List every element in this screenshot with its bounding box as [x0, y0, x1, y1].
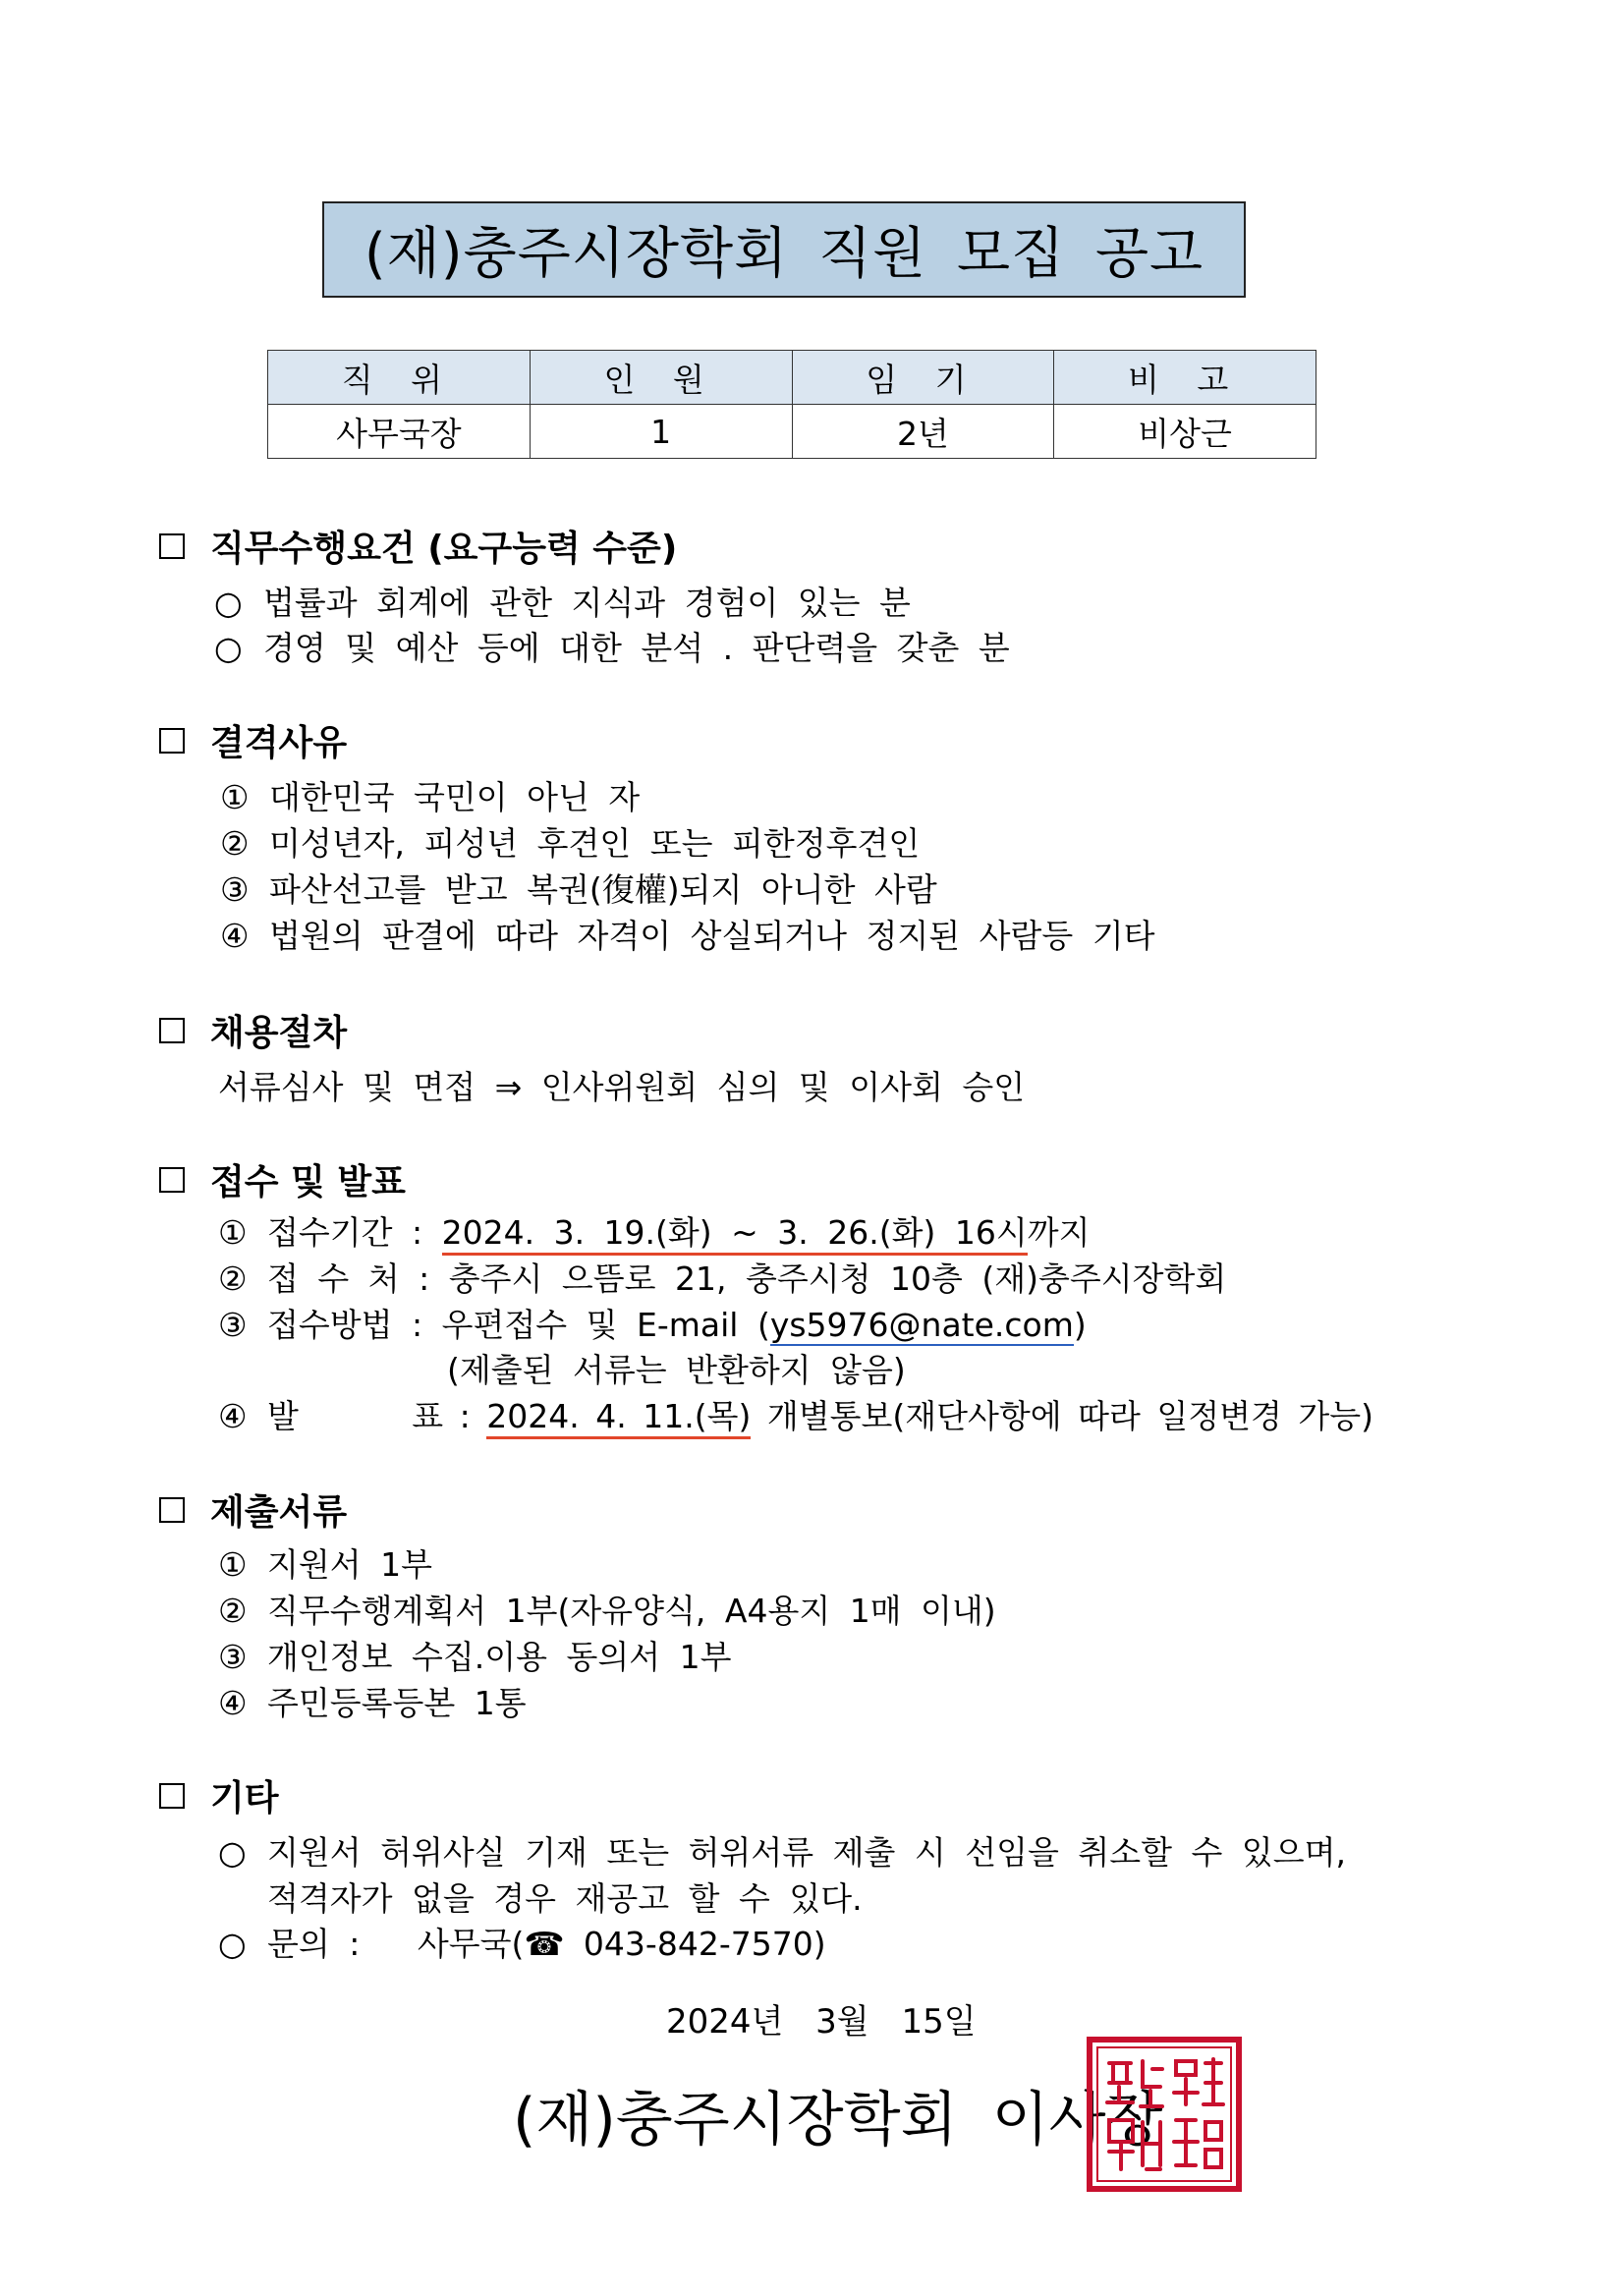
list-item-text: 직무수행계획서 1부(자유양식, A4용지 1매 이내)	[267, 1592, 996, 1630]
circle-bullet-icon: ○	[214, 584, 243, 622]
field-value-suffix: 까지	[1027, 1213, 1091, 1252]
checkbox-square-icon	[159, 533, 185, 559]
list-item	[220, 865, 937, 911]
document-date: 2024년 3월 15일	[666, 2002, 977, 2042]
email-link[interactable]: ys5976@nate.com	[769, 1306, 1074, 1344]
number-marker: ④	[218, 1397, 248, 1435]
circle-bullet-icon: ○	[214, 629, 243, 667]
list-item-text: 법원의 판결에 따라 자격이 상실되거나 정지된 사람등 기타	[269, 917, 1155, 955]
section-title: 채용절차	[210, 1013, 348, 1053]
list-item	[218, 1827, 1346, 1874]
checkbox-square-icon	[159, 1167, 185, 1193]
section-heading-documents	[159, 1484, 347, 1535]
section-heading-requirements	[159, 521, 677, 571]
number-marker: ④	[220, 917, 250, 955]
list-item	[218, 1586, 996, 1632]
list-item-text: 경영 및 예산 등에 대한 분석 . 판단력을 갖춘 분	[263, 629, 1010, 667]
checkbox-square-icon	[159, 1018, 185, 1043]
table-header-cell: 인 원	[530, 351, 792, 405]
section-title: 제출서류	[210, 1492, 348, 1533]
number-marker: ②	[218, 1259, 248, 1298]
list-item	[220, 911, 1155, 957]
list-item-text: 지원서 허위사실 기재 또는 허위서류 제출 시 선임을 취소할 수 있으며,	[267, 1833, 1346, 1872]
field-label: 발 표 :	[267, 1397, 471, 1435]
contact-text: 문의 : 사무국(☎ 043-842-7570)	[267, 1925, 826, 1963]
list-item	[218, 1391, 1373, 1437]
procedure-text: 서류심사 및 면접 ⇒ 인사위원회 심의 및 이사회 승인	[218, 1068, 1026, 1106]
list-item-text: 미성년자, 피성년 후견인 또는 피한정후견인	[269, 824, 921, 863]
field-label: 접수방법 :	[267, 1306, 423, 1344]
application-period: 2024. 3. 19.(화) ~ 3. 26.(화) 16시	[442, 1213, 1028, 1256]
table-header-cell: 직 위	[268, 351, 531, 405]
signer-name: (재)충주시장학회 이사장	[513, 2086, 1163, 2155]
checkbox-square-icon	[159, 728, 185, 754]
list-item	[220, 818, 920, 865]
circle-bullet-icon: ○	[218, 1833, 247, 1872]
section-title: 기타	[210, 1778, 279, 1819]
section-title: 직무수행요건 (요구능력 수준)	[210, 529, 678, 569]
section-heading-procedure	[159, 1005, 347, 1055]
list-item-continuation: 적격자가 없을 경우 재공고 할 수 있다.	[267, 1879, 863, 1918]
table-header-cell: 비 고	[1054, 351, 1316, 405]
table-cell: 비상근	[1054, 405, 1316, 459]
list-item-text: 주민등록등본 1통	[267, 1684, 527, 1722]
number-marker: ①	[218, 1213, 248, 1252]
table-cell: 사무국장	[268, 405, 531, 459]
list-item	[218, 1678, 527, 1724]
table-cell: 2년	[792, 405, 1054, 459]
number-marker: ③	[218, 1638, 248, 1676]
list-item	[214, 623, 1010, 669]
list-item	[218, 1300, 1087, 1346]
checkbox-square-icon	[159, 1783, 185, 1809]
field-label: 접 수 처 :	[267, 1259, 430, 1298]
number-marker: ③	[218, 1306, 248, 1344]
section-title: 결격사유	[210, 723, 348, 763]
section-title: 접수 및 발표	[210, 1162, 406, 1203]
number-marker: ②	[220, 824, 250, 863]
section-heading-application	[159, 1154, 406, 1204]
position-table	[267, 350, 1316, 459]
field-value: 우편접수 및 E-mail (	[441, 1306, 770, 1344]
section-heading-disqualification	[159, 715, 347, 765]
table-header-row	[268, 351, 1316, 405]
table-row	[268, 405, 1316, 459]
list-item	[220, 772, 640, 818]
list-item-text: 개인정보 수집.이용 동의서 1부	[267, 1638, 732, 1676]
section-heading-etc	[159, 1770, 279, 1820]
number-marker: ③	[220, 870, 250, 909]
list-item	[218, 1207, 1091, 1254]
list-item	[218, 1632, 732, 1678]
field-value-suffix: )	[1073, 1306, 1087, 1344]
table-cell: 1	[530, 405, 792, 459]
number-marker: ②	[218, 1592, 248, 1630]
list-item	[214, 578, 911, 624]
field-value-suffix: 개별통보(재단사항에 따라 일정변경 가능)	[751, 1397, 1373, 1435]
list-item-text: 파산선고를 받고 복권(復權)되지 아니한 사람	[269, 870, 937, 909]
circle-bullet-icon: ○	[218, 1925, 247, 1963]
field-value: 충주시 으뜸로 21, 충주시청 10층 (재)충주시장학회	[448, 1259, 1227, 1298]
checkbox-square-icon	[159, 1497, 185, 1523]
number-marker: ④	[218, 1684, 248, 1722]
list-item-text: 지원서 1부	[267, 1545, 432, 1584]
number-marker: ①	[220, 778, 250, 816]
table-header-cell: 임 기	[792, 351, 1054, 405]
announcement-date: 2024. 4. 11.(목)	[486, 1397, 751, 1439]
page-title: (재)충주시장학회 직원 모집 공고	[322, 201, 1246, 298]
list-item	[218, 1919, 826, 1965]
list-item-text: 법률과 회계에 관한 지식과 경험이 있는 분	[263, 584, 911, 622]
field-label: 접수기간 :	[267, 1213, 423, 1252]
list-item	[218, 1254, 1226, 1300]
list-item	[218, 1539, 432, 1586]
official-seal-icon	[1084, 2034, 1245, 2195]
number-marker: ①	[218, 1545, 248, 1584]
application-note: (제출된 서류는 반환하지 않음)	[447, 1351, 906, 1389]
list-item-text: 대한민국 국민이 아닌 자	[269, 778, 641, 816]
